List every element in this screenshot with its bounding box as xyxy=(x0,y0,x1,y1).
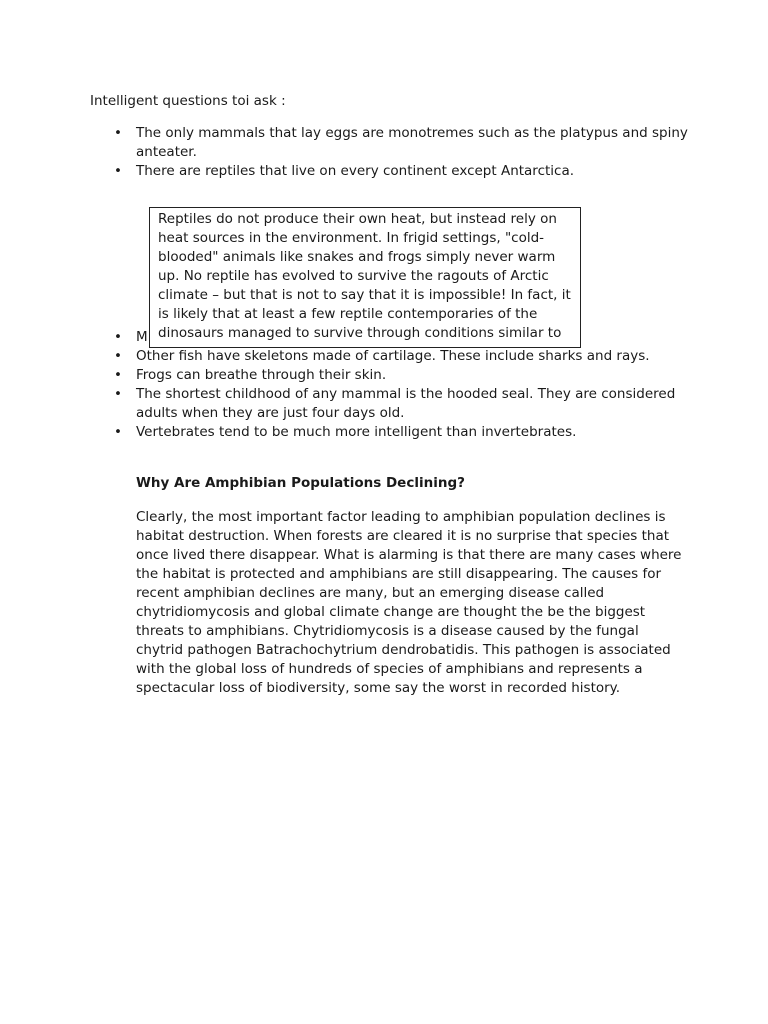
intro-line: Intelligent questions toi ask : xyxy=(90,93,286,109)
list-item-text: Frogs can breathe through their skin. xyxy=(136,367,387,383)
body-paragraph: Clearly, the most important factor leading to amphibian population declines is habitat destruction. When forests are cleared it is no surprise that species that once lived there disappear. What is alarming is that there are many cases where the habitat is protected and amphibians are still disappearing. The causes for recent amphibian declines are many, but an emerging disease called chytridiomycosis and global climate change are thought the be the biggest threats to amphibians. Chytridiomycosis is a disease caused by the fungal chytrid pathogen Batrachochytrium dendrobatidis. This pathogen is associated with the global loss of hundreds of species of amphibians and represents a spectacular loss of biodiversity, some say the worst in recorded history. xyxy=(136,509,682,696)
list-item xyxy=(90,162,690,181)
bullet-dot: • xyxy=(114,163,122,179)
list-item-text: There are reptiles that live on every continent except Antarctica. xyxy=(136,163,575,179)
list-item xyxy=(90,366,690,385)
list-item-text: M xyxy=(136,329,148,345)
list-item-text: The only mammals that lay eggs are monotremes such as the platypus and spiny anteater. xyxy=(136,125,688,160)
list-item xyxy=(90,423,690,442)
list-item xyxy=(90,385,690,423)
bullet-dot: • xyxy=(114,367,122,383)
bullet-dot: • xyxy=(114,329,122,345)
list-item xyxy=(90,124,690,162)
bullet-dot: • xyxy=(114,386,122,402)
list-item-text: The shortest childhood of any mammal is the hooded seal. They are considered adults when they are just four days old. xyxy=(136,386,676,421)
section-heading: Why Are Amphibian Populations Declining? xyxy=(136,475,465,491)
bullet-dot: • xyxy=(114,125,122,141)
bullet-dot: • xyxy=(114,424,122,440)
list-item xyxy=(90,347,690,366)
bullet-list-top xyxy=(90,124,690,181)
list-item-text: Other fish have skeletons made of cartilage. These include sharks and rays. xyxy=(136,348,650,364)
bullet-dot: • xyxy=(114,348,122,364)
text-box-content: Reptiles do not produce their own heat, but instead rely on heat sources in the environment. In frigid settings, "cold-blooded" animals like snakes and frogs simply never warm up. No reptile has evolved to survive the ragouts of Arctic climate – but that is not to say that it is impossible! In fact, it is likely that at least a few reptile contemporaries of the dinosaurs managed to survive through conditions similar to xyxy=(158,211,571,341)
reptile-text-box xyxy=(149,207,581,348)
list-item-text: Vertebrates tend to be much more intelligent than invertebrates. xyxy=(136,424,577,440)
